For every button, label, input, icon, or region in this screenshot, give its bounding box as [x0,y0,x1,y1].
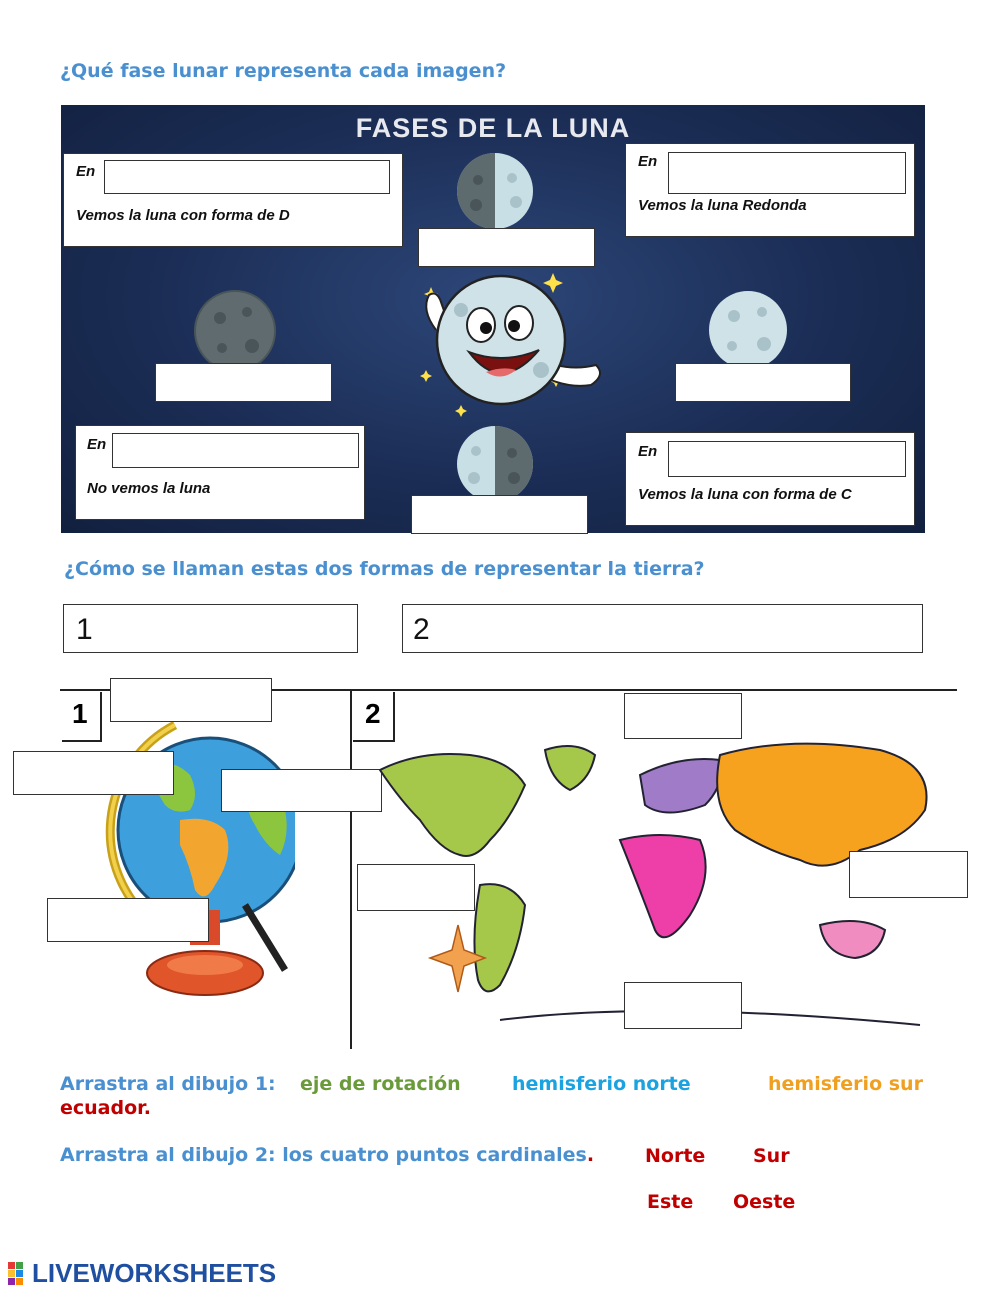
moon-full-icon [706,288,790,372]
liveworksheets-logo [8,1258,276,1289]
card-text: Vemos la luna con forma de D [76,207,290,224]
phase-card-round [625,143,915,237]
map-drop-box-west[interactable] [357,864,475,911]
question-moon-phase: ¿Qué fase lunar representa cada imagen? [60,60,507,82]
drag1-instruction: Arrastra al dibujo 1: [60,1073,276,1095]
card-prefix: En [638,153,658,170]
phase-answer-input-round[interactable] [668,152,906,194]
globe-drop-box-top[interactable] [110,678,272,722]
earth-answer-input-2[interactable] [402,604,923,653]
word-hemisferio-sur[interactable]: hemisferio sur [768,1073,923,1095]
card-prefix: En [76,163,96,180]
question-earth-representation: ¿Cómo se llaman estas dos formas de representar la tierra? [64,558,705,580]
word-oeste[interactable]: Oeste [733,1191,796,1213]
phase-answer-input-d[interactable] [104,160,390,194]
liveworksheets-logo-icon [8,1261,32,1287]
phase-name-input-bottom[interactable] [411,495,588,534]
drawing-label-1: 1 [62,692,102,742]
word-sur[interactable]: Sur [753,1145,790,1167]
map-drop-box-east[interactable] [849,851,968,898]
moon-last-quarter-icon [454,423,536,505]
map-drop-box-north[interactable] [624,693,742,739]
phase-answer-input-c[interactable] [668,441,906,477]
word-ecuador[interactable]: ecuador. [60,1097,152,1119]
answer-number-2: 2 [413,613,430,646]
phase-card-c [625,432,915,526]
drawing-vertical-divider [350,689,352,1049]
globe-drop-box-bottom[interactable] [47,898,209,942]
drag2-instruction: Arrastra al dibujo 2: los cuatro puntos cardinales. [60,1144,595,1166]
panel-title: FASES DE LA LUNA [355,113,631,143]
card-prefix: En [638,443,658,460]
moon-new-icon [192,288,278,374]
globe-drop-box-right[interactable] [221,769,382,812]
map-drop-box-south[interactable] [624,982,742,1029]
word-este[interactable]: Este [647,1191,694,1213]
word-norte[interactable]: Norte [645,1145,706,1167]
moon-phases-panel [61,105,925,533]
phase-name-input-top[interactable] [418,228,595,267]
card-text: No vemos la luna [87,480,211,497]
card-text: Vemos la luna con forma de C [638,486,852,503]
phase-name-input-right[interactable] [675,363,851,402]
phase-card-none [75,425,365,520]
word-hemisferio-norte[interactable]: hemisferio norte [512,1073,691,1095]
answer-number-1: 1 [76,613,93,646]
brand-name: LIVEWORKSHEETS [32,1258,277,1288]
card-text: Vemos la luna Redonda [638,197,807,214]
moon-first-quarter-icon [454,150,536,232]
phase-answer-input-none[interactable] [112,433,359,468]
drawing-label-2: 2 [353,692,395,742]
earth-answer-input-1[interactable] [63,604,358,653]
globe-drop-box-left[interactable] [13,751,174,795]
card-prefix: En [87,436,107,453]
phase-name-input-left[interactable] [155,363,332,402]
smiling-moon-mascot-icon [391,270,611,415]
phase-card-d [63,153,403,247]
word-eje-rotacion[interactable]: eje de rotación [300,1073,461,1095]
